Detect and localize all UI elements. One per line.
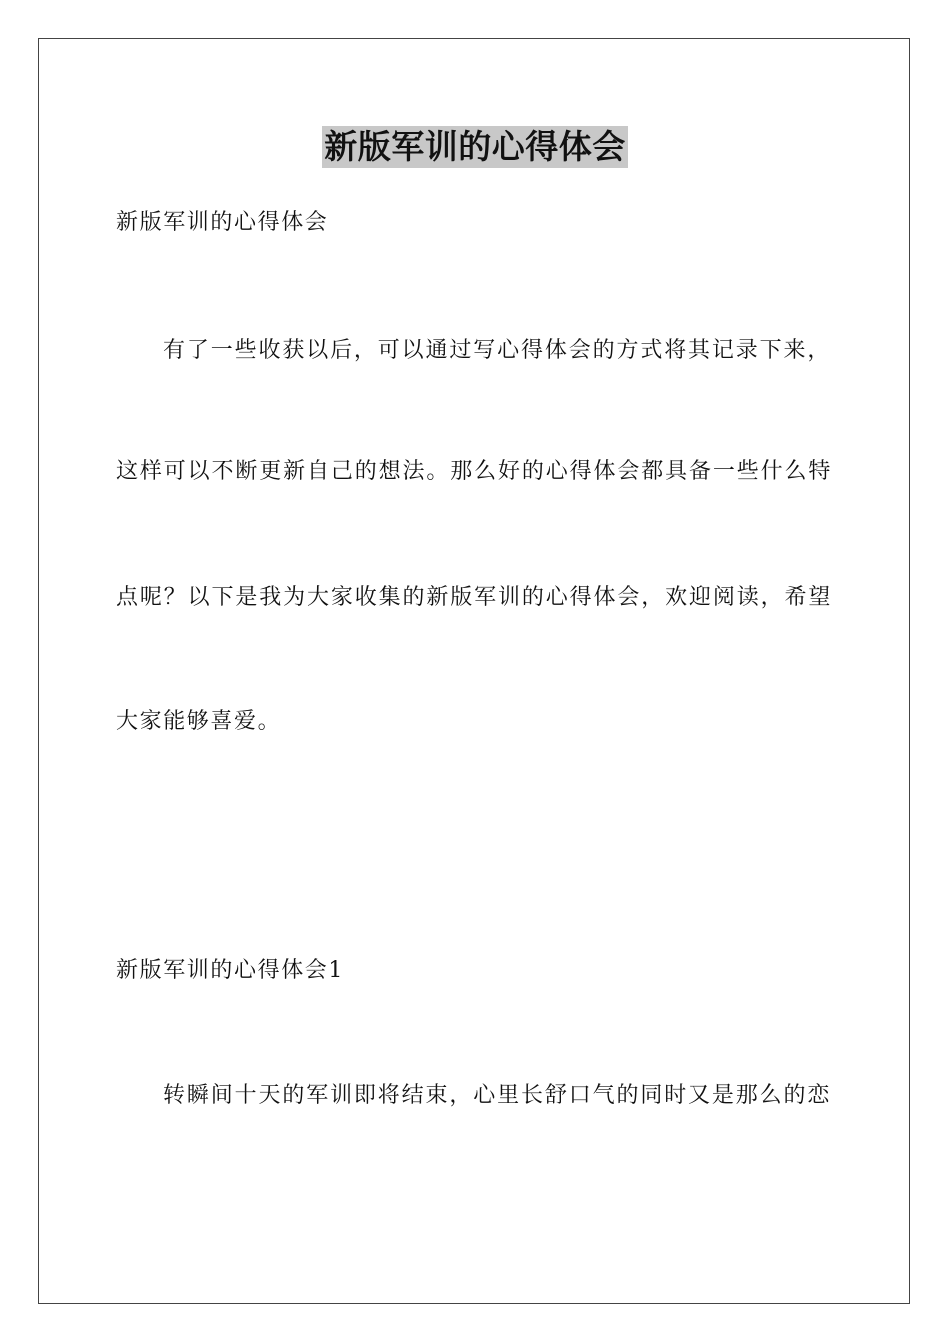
intro-line-1: 有了一些收获以后，可以通过写心得体会的方式将其记录下来，	[163, 338, 831, 363]
intro-line-4: 大家能够喜爱。	[116, 709, 282, 734]
document-subtitle: 新版军训的心得体会	[116, 210, 329, 235]
intro-line-3: 点呢？以下是我为大家收集的新版军训的心得体会，欢迎阅读，希望	[116, 585, 832, 610]
document-title: 新版军训的心得体会	[324, 127, 626, 166]
section-first-line: 转瞬间十天的军训即将结束，心里长舒口气的同时又是那么的恋	[163, 1083, 831, 1108]
title-container	[0, 126, 950, 168]
intro-line-2: 这样可以不断更新自己的想法。那么好的心得体会都具备一些什么特	[116, 459, 832, 484]
section-heading: 新版军训的心得体会1	[116, 958, 344, 983]
